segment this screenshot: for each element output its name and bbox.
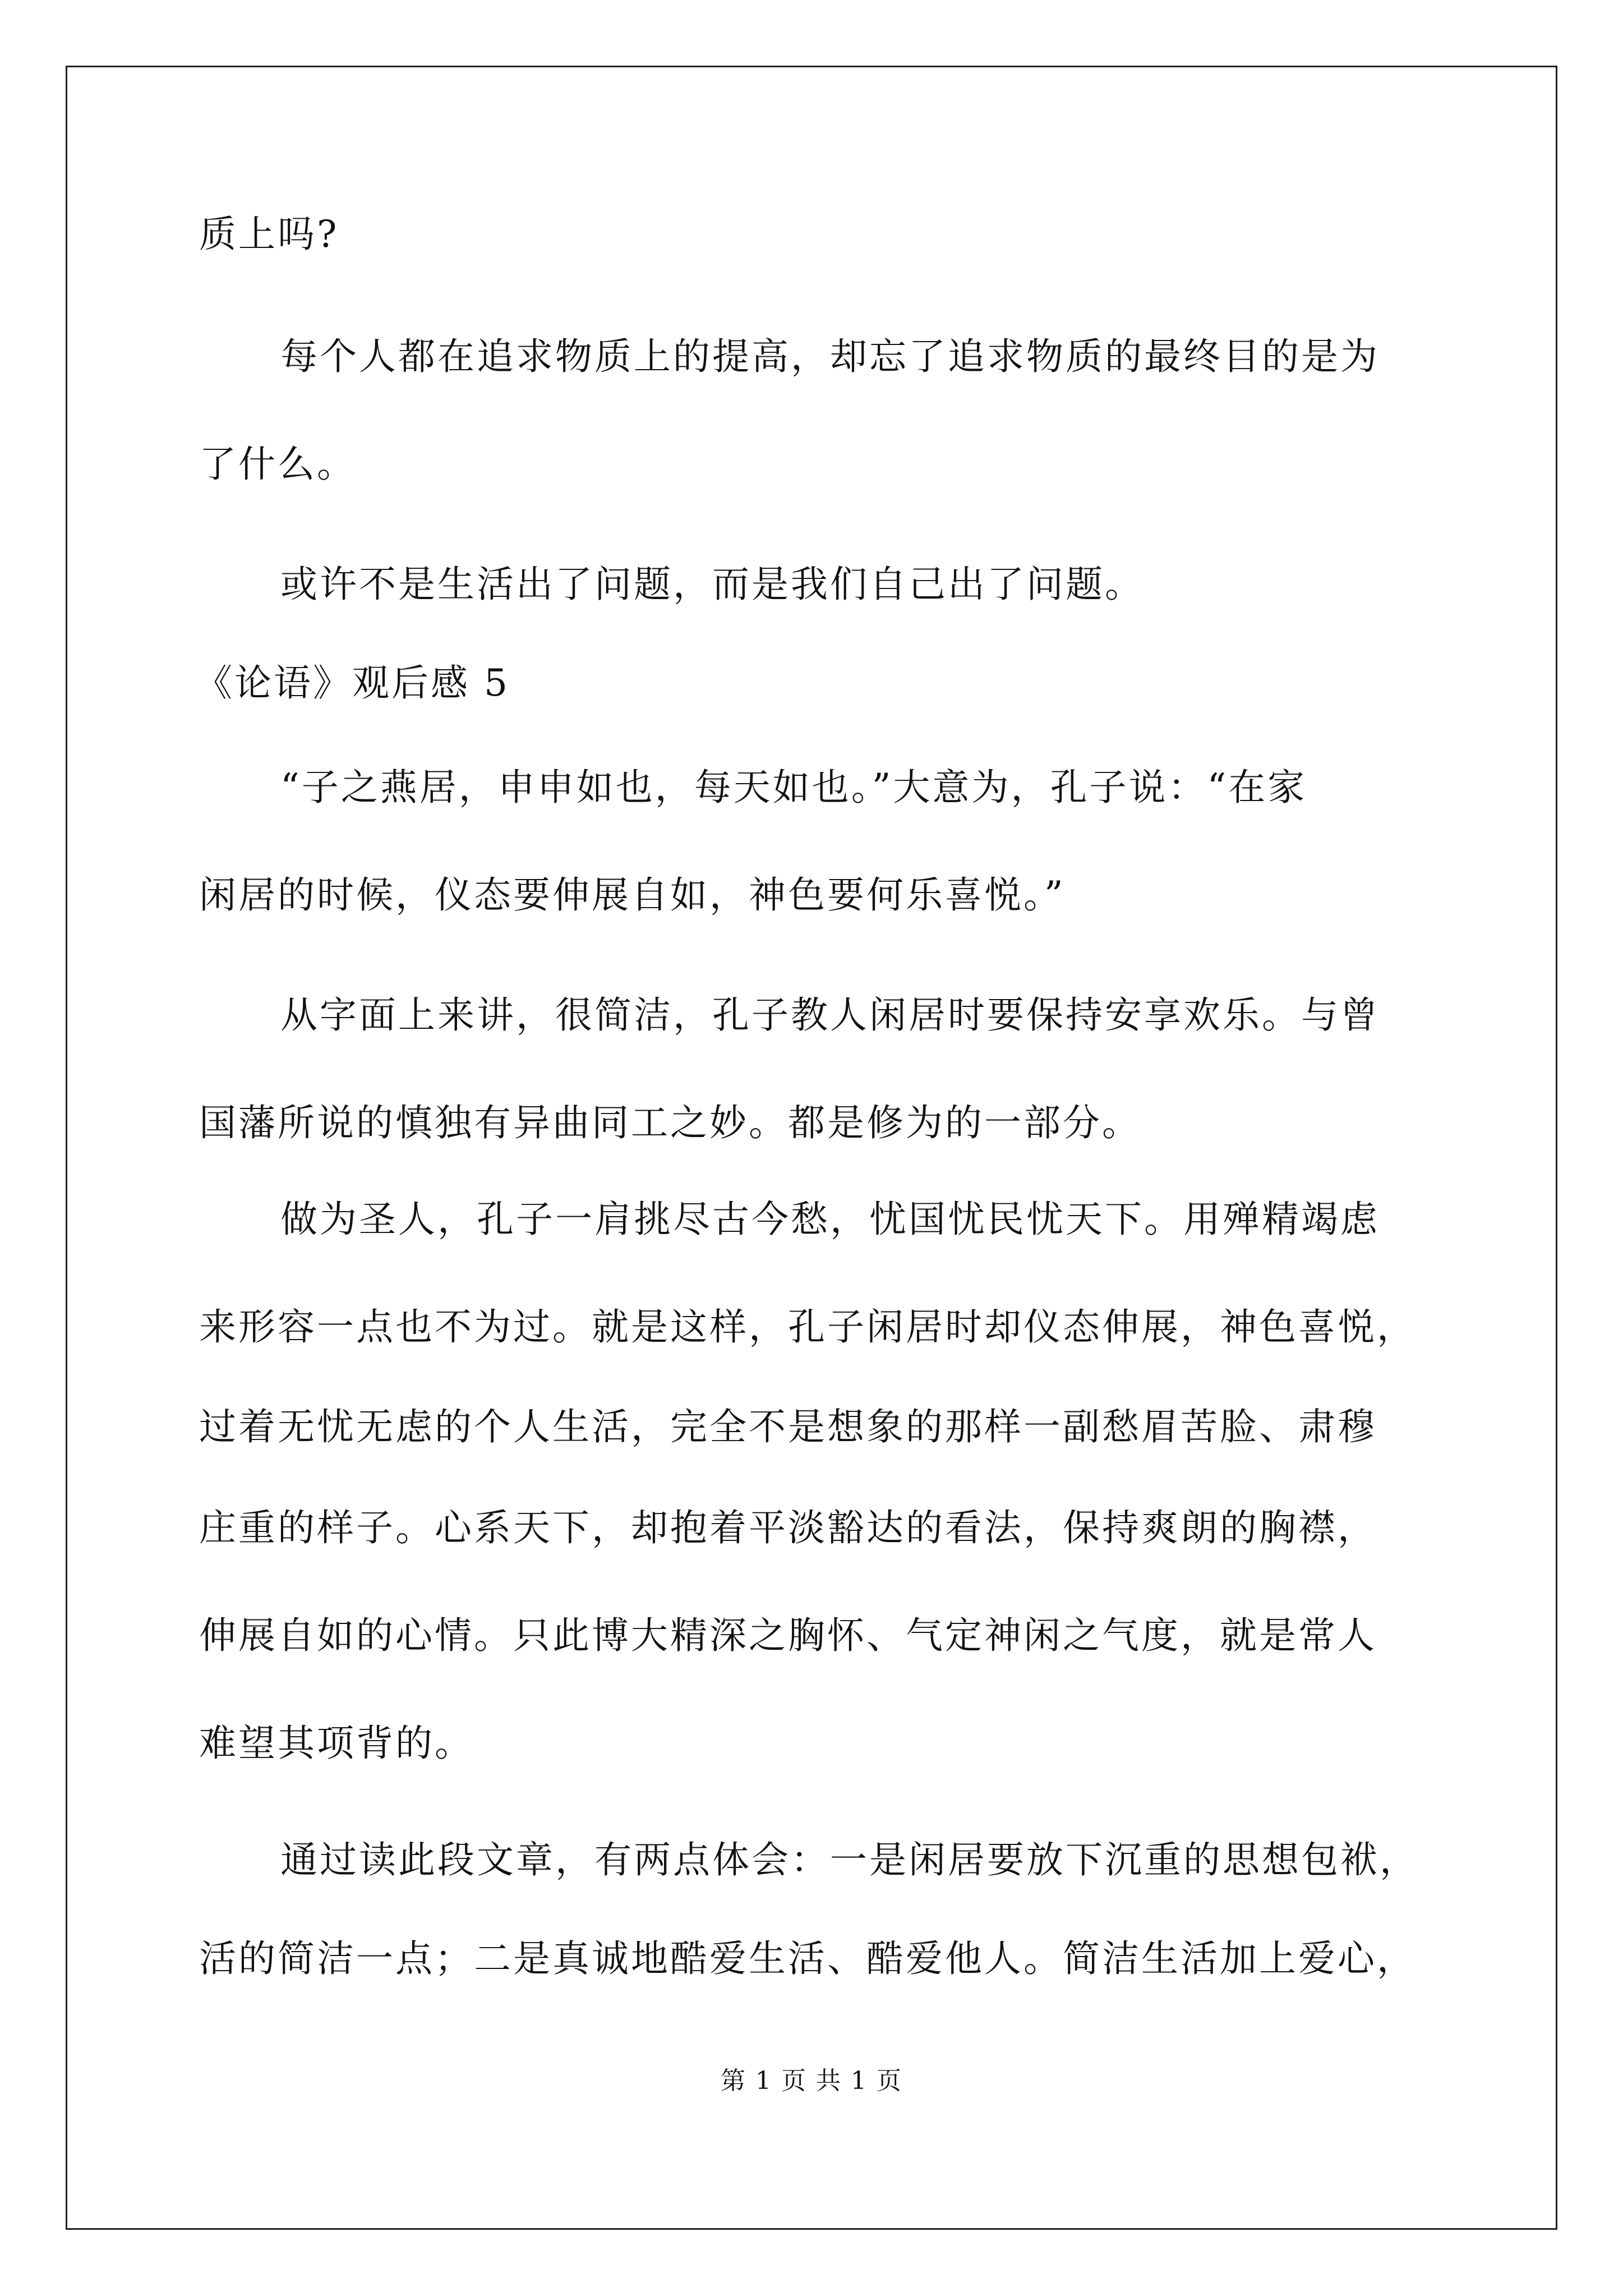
paragraph-line: 来形容一点也不为过。就是这样，孔子闲居时却仪态伸展，神色喜悦，: [199, 1305, 1416, 1349]
paragraph-line: 从字面上来讲，很简洁，孔子教人闲居时要保持安享欢乐。与曾: [280, 993, 1380, 1037]
paragraph-line: 国藩所说的慎独有异曲同工之妙。都是修为的一部分。: [199, 1101, 1141, 1144]
paragraph-line: 伸展自如的心情。只此博大精深之胸怀、气定神闲之气度，就是常人: [199, 1614, 1377, 1657]
paragraph-line: “子之燕居，申申如也，每天如也。”大意为，孔子说：“在家: [280, 766, 1307, 809]
paragraph-line: 做为圣人，孔子一肩挑尽古今愁，忧国忧民忧天下。用殚精竭虑: [280, 1198, 1380, 1241]
section-heading: 《论语》观后感 5: [195, 661, 510, 705]
paragraph-line: 庄重的样子。心系天下，却抱着平淡豁达的看法，保持爽朗的胸襟，: [199, 1506, 1377, 1549]
paragraph-line: 活的简洁一点；二是真诚地酷爱生活、酷爱他人。简洁生活加上爱心，: [199, 1937, 1416, 1980]
paragraph-line: 通过读此段文章，有两点体会：一是闲居要放下沉重的思想包袱，: [280, 1838, 1419, 1881]
paragraph-line: 了什么。: [199, 443, 356, 486]
paragraph-line: 质上吗?: [199, 213, 339, 256]
page-number-footer: 第 1 页 共 1 页: [721, 2067, 902, 2095]
paragraph-line: 或许不是生活出了问题，而是我们自己出了问题。: [280, 563, 1144, 606]
paragraph-line: 难望其项背的。: [199, 1722, 474, 1765]
page-border: [66, 66, 1557, 2230]
paragraph-line: 闲居的时候，仪态要伸展自如，神色要何乐喜悦。”: [199, 873, 1066, 917]
paragraph-line: 每个人都在追求物质上的提高，却忘了追求物质的最终目的是为: [280, 335, 1380, 378]
paragraph-line: 过着无忧无虑的个人生活，完全不是想象的那样一副愁眉苦脸、肃穆: [199, 1405, 1377, 1448]
